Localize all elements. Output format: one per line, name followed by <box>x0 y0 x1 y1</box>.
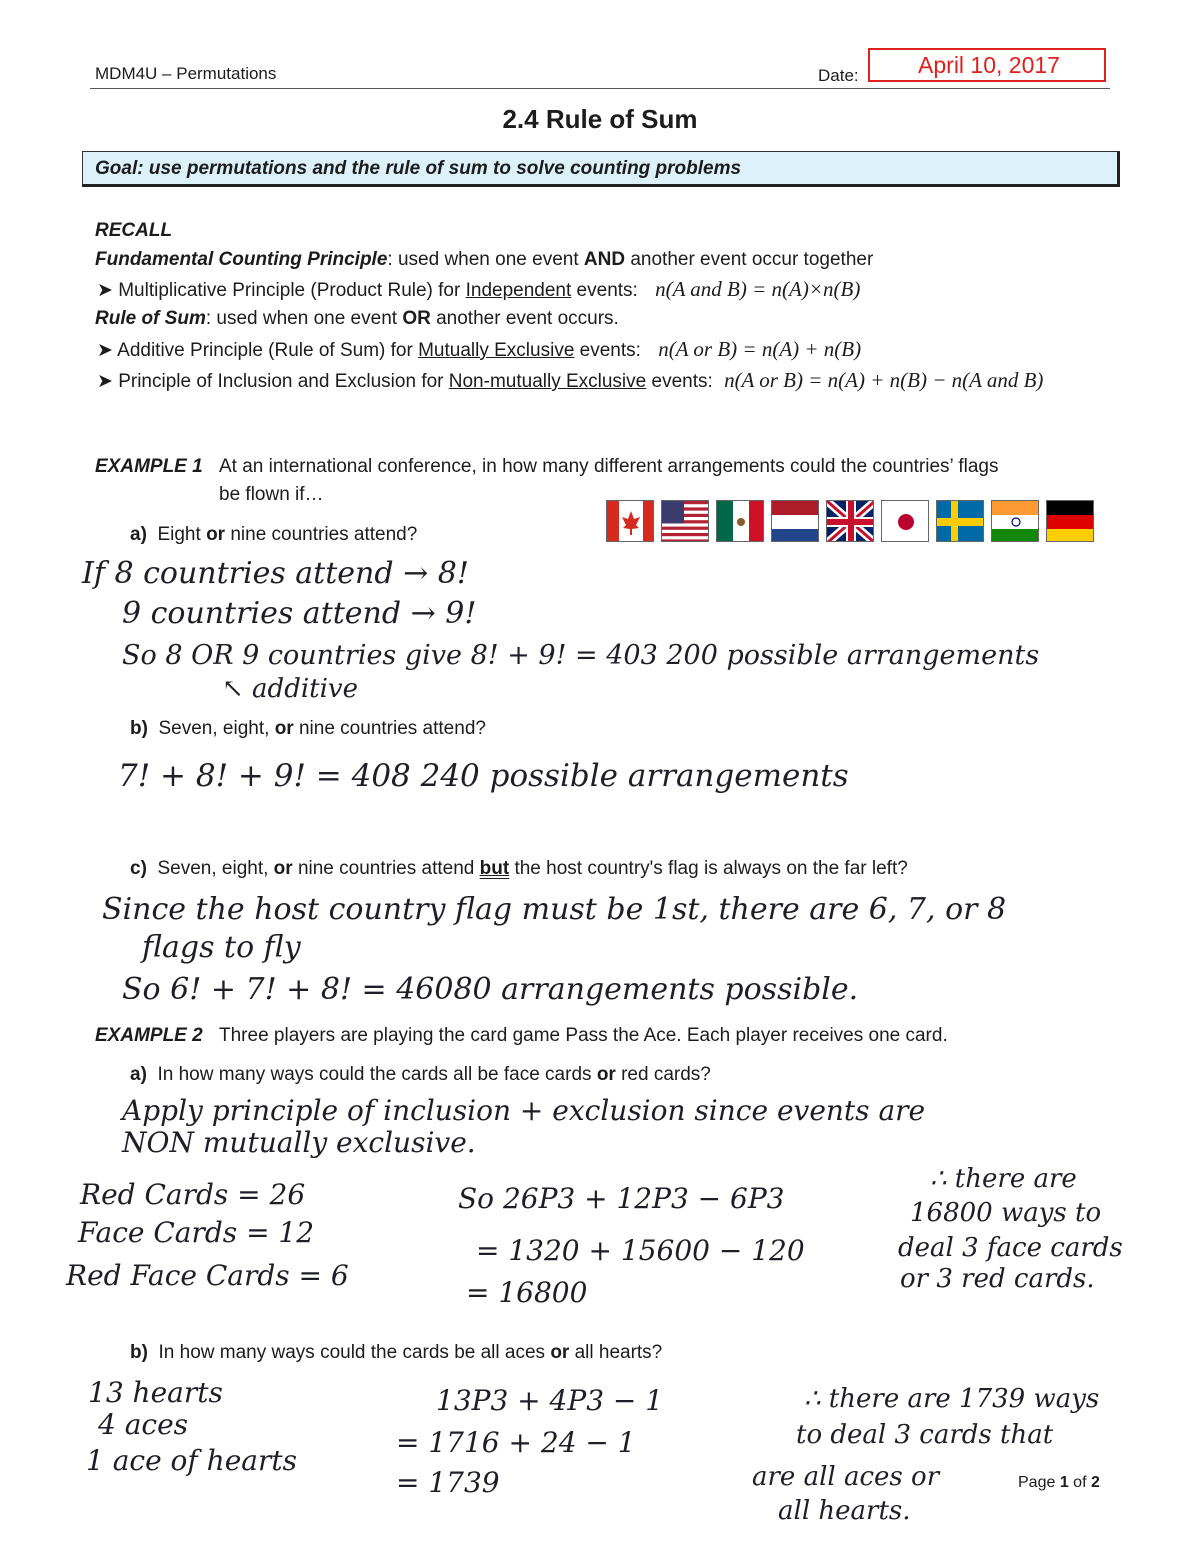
handwriting-2a-right-4: or 3 red cards. <box>900 1264 1095 1294</box>
example1-part-b <box>130 718 486 740</box>
fcp-text: : used when one event <box>387 249 584 270</box>
part-text: Eight <box>157 524 207 545</box>
handwriting-2a-mid-1: So 26P3 + 12P3 − 6P3 <box>458 1182 785 1215</box>
part-text-2: nine countries attend? <box>225 524 418 545</box>
date-label: Date: <box>818 66 859 85</box>
part-letter: b) <box>130 1342 148 1363</box>
handwriting-2b-left-1: 13 hearts <box>88 1376 223 1409</box>
page-of: of <box>1068 1474 1091 1491</box>
ros-text-2: another event occurs. <box>430 308 619 329</box>
part-or: or <box>273 858 293 879</box>
bullet-inclusion-exclusion <box>97 368 1043 393</box>
bullet2-underlined: Mutually Exclusive <box>418 340 575 361</box>
handwriting-1b-line1: 7! + 8! + 9! = 408 240 possible arrangements <box>118 758 849 794</box>
date-box <box>868 48 1106 82</box>
arrow-bullet-icon: ➤ <box>97 340 113 361</box>
example2-part-b <box>130 1342 662 1364</box>
example1-label: EXAMPLE 1 <box>95 456 203 477</box>
sweden-flag-icon <box>936 500 984 542</box>
handwriting-1a-line2: 9 countries attend → 9! <box>122 596 477 631</box>
handwriting-1a-line3: So 8 OR 9 countries give 8! + 9! = 403 200 possible arrangements <box>122 640 1040 671</box>
bullet3-tail: events: <box>646 371 713 392</box>
date-value: April 10, 2017 <box>918 52 1060 78</box>
bullet2-formula: n(A or B) = n(A) + n(B) <box>658 337 862 361</box>
part-text: Seven, eight, <box>158 718 275 739</box>
bullet3-formula: n(A or B) = n(A) + n(B) − n(A and B) <box>724 368 1044 392</box>
handwriting-2b-right-1: ∴ there are 1739 ways <box>804 1384 1100 1414</box>
part-text-2: nine countries attend <box>292 858 480 879</box>
part-text-2: all hearts? <box>569 1342 663 1363</box>
example2-part-a <box>130 1064 711 1086</box>
ros-term: Rule of Sum <box>95 308 206 329</box>
canada-flag-icon <box>606 500 654 542</box>
page-number: 1 <box>1059 1474 1069 1491</box>
bullet-multiplicative <box>97 277 860 302</box>
handwriting-1a-line1: If 8 countries attend → 8! <box>82 556 469 591</box>
fcp-term: Fundamental Counting Principle <box>95 249 388 270</box>
part-or: or <box>274 718 294 739</box>
handwriting-2a-left-2: Face Cards = 12 <box>78 1216 315 1249</box>
arrow-bullet-icon: ➤ <box>97 371 113 392</box>
ros-or: OR <box>402 308 431 329</box>
part-letter: a) <box>130 1064 147 1085</box>
example1-prompt-line1: At an international conference, in how many different arrangements could the countries’ flags <box>219 456 999 477</box>
page-prefix: Page <box>1018 1474 1060 1491</box>
part-text-2: nine countries attend? <box>293 718 486 739</box>
netherlands-flag-icon <box>771 500 819 542</box>
example2-prompt: Three players are playing the card game Pass the Ace. Each player receives one card. <box>219 1025 948 1046</box>
handwriting-2b-right-3: are all aces or <box>752 1462 940 1492</box>
bullet3-underlined: Non-mutually Exclusive <box>448 371 647 392</box>
bullet1-tail: events: <box>571 280 638 301</box>
bullet2-text: Additive Principle (Rule of Sum) for <box>117 340 419 361</box>
usa-flag-icon <box>661 500 709 542</box>
part-letter: b) <box>130 718 148 739</box>
handwriting-2b-mid-2: = 1716 + 24 − 1 <box>396 1426 636 1459</box>
part-or: or <box>206 524 226 545</box>
part-text: Seven, eight, <box>157 858 274 879</box>
japan-flag-icon <box>881 500 929 542</box>
handwriting-1a-note: ↖ additive <box>222 674 358 704</box>
fcp-line <box>95 249 873 271</box>
part-text: In how many ways could the cards all be face cards <box>157 1064 597 1085</box>
handwriting-2a-right-2: 16800 ways to <box>910 1198 1102 1228</box>
handwriting-2a-right-3: deal 3 face cards <box>898 1233 1123 1263</box>
handwriting-2a-right-1: ∴ there are <box>930 1164 1077 1194</box>
germany-flag-icon <box>1046 500 1094 542</box>
handwriting-2a-line2: NON mutually exclusive. <box>122 1126 476 1159</box>
example2-label: EXAMPLE 2 <box>95 1025 203 1046</box>
mexico-flag-icon <box>716 500 764 542</box>
part-letter: c) <box>130 858 147 879</box>
fcp-and: AND <box>583 249 626 270</box>
ros-line <box>95 308 619 330</box>
ros-text: : used when one event <box>205 308 403 329</box>
part-or: or <box>596 1064 616 1085</box>
part-text-2: red cards? <box>615 1064 711 1085</box>
handwriting-2b-left-2: 4 aces <box>98 1408 189 1441</box>
handwriting-2a-left-1: Red Cards = 26 <box>80 1178 306 1211</box>
part-text-3: the host country's flag is always on the far left? <box>509 858 908 879</box>
uk-flag-icon <box>826 500 874 542</box>
part-text: In how many ways could the cards be all aces <box>158 1342 551 1363</box>
header-divider <box>90 88 1110 89</box>
handwriting-2a-mid-2: = 1320 + 15600 − 120 <box>476 1234 805 1267</box>
bullet1-underlined: Independent <box>465 280 572 301</box>
course-title: MDM4U – Permutations <box>95 64 277 83</box>
handwriting-1c-line1: Since the host country flag must be 1st, there are 6, 7, or 8 <box>102 892 1007 927</box>
handwriting-2a-line1: Apply principle of inclusion + exclusion since events are <box>122 1094 926 1127</box>
handwriting-2b-mid-3: = 1739 <box>396 1466 500 1499</box>
handwriting-2b-right-4: all hearts. <box>778 1496 911 1526</box>
handwriting-2b-mid-1: 13P3 + 4P3 − 1 <box>436 1384 664 1417</box>
page-indicator <box>1018 1474 1100 1492</box>
example1-prompt-line2: be flown if… <box>219 484 324 505</box>
page-total: 2 <box>1090 1474 1100 1491</box>
example1-part-a <box>130 524 417 546</box>
handwriting-2a-left-3: Red Face Cards = 6 <box>66 1259 349 1292</box>
arrow-bullet-icon: ➤ <box>97 280 113 301</box>
handwriting-1c-line2: flags to fly <box>142 930 301 965</box>
bullet2-tail: events: <box>574 340 641 361</box>
handwriting-2b-left-3: 1 ace of hearts <box>86 1444 297 1477</box>
bullet-additive <box>97 337 861 362</box>
example1-part-c <box>130 858 908 880</box>
part-but: but <box>479 858 510 879</box>
bullet3-text: Principle of Inclusion and Exclusion for <box>118 371 449 392</box>
part-or: or <box>550 1342 570 1363</box>
page-title: 2.4 Rule of Sum <box>502 104 698 134</box>
bullet1-formula: n(A and B) = n(A)×n(B) <box>655 277 861 301</box>
handwriting-1c-line3: So 6! + 7! + 8! = 46080 arrangements possible. <box>122 972 859 1007</box>
handwriting-2a-mid-3: = 16800 <box>466 1276 588 1309</box>
india-flag-icon <box>991 500 1039 542</box>
goal-box <box>82 151 1120 187</box>
goal-text: Goal: use permutations and the rule of sum to solve counting problems <box>95 158 742 179</box>
bullet1-text: Multiplicative Principle (Product Rule) for <box>118 280 466 301</box>
recall-heading: RECALL <box>95 220 173 241</box>
part-letter: a) <box>130 524 147 545</box>
fcp-text-2: another event occur together <box>625 249 874 270</box>
handwriting-2b-right-2: to deal 3 cards that <box>796 1420 1054 1450</box>
